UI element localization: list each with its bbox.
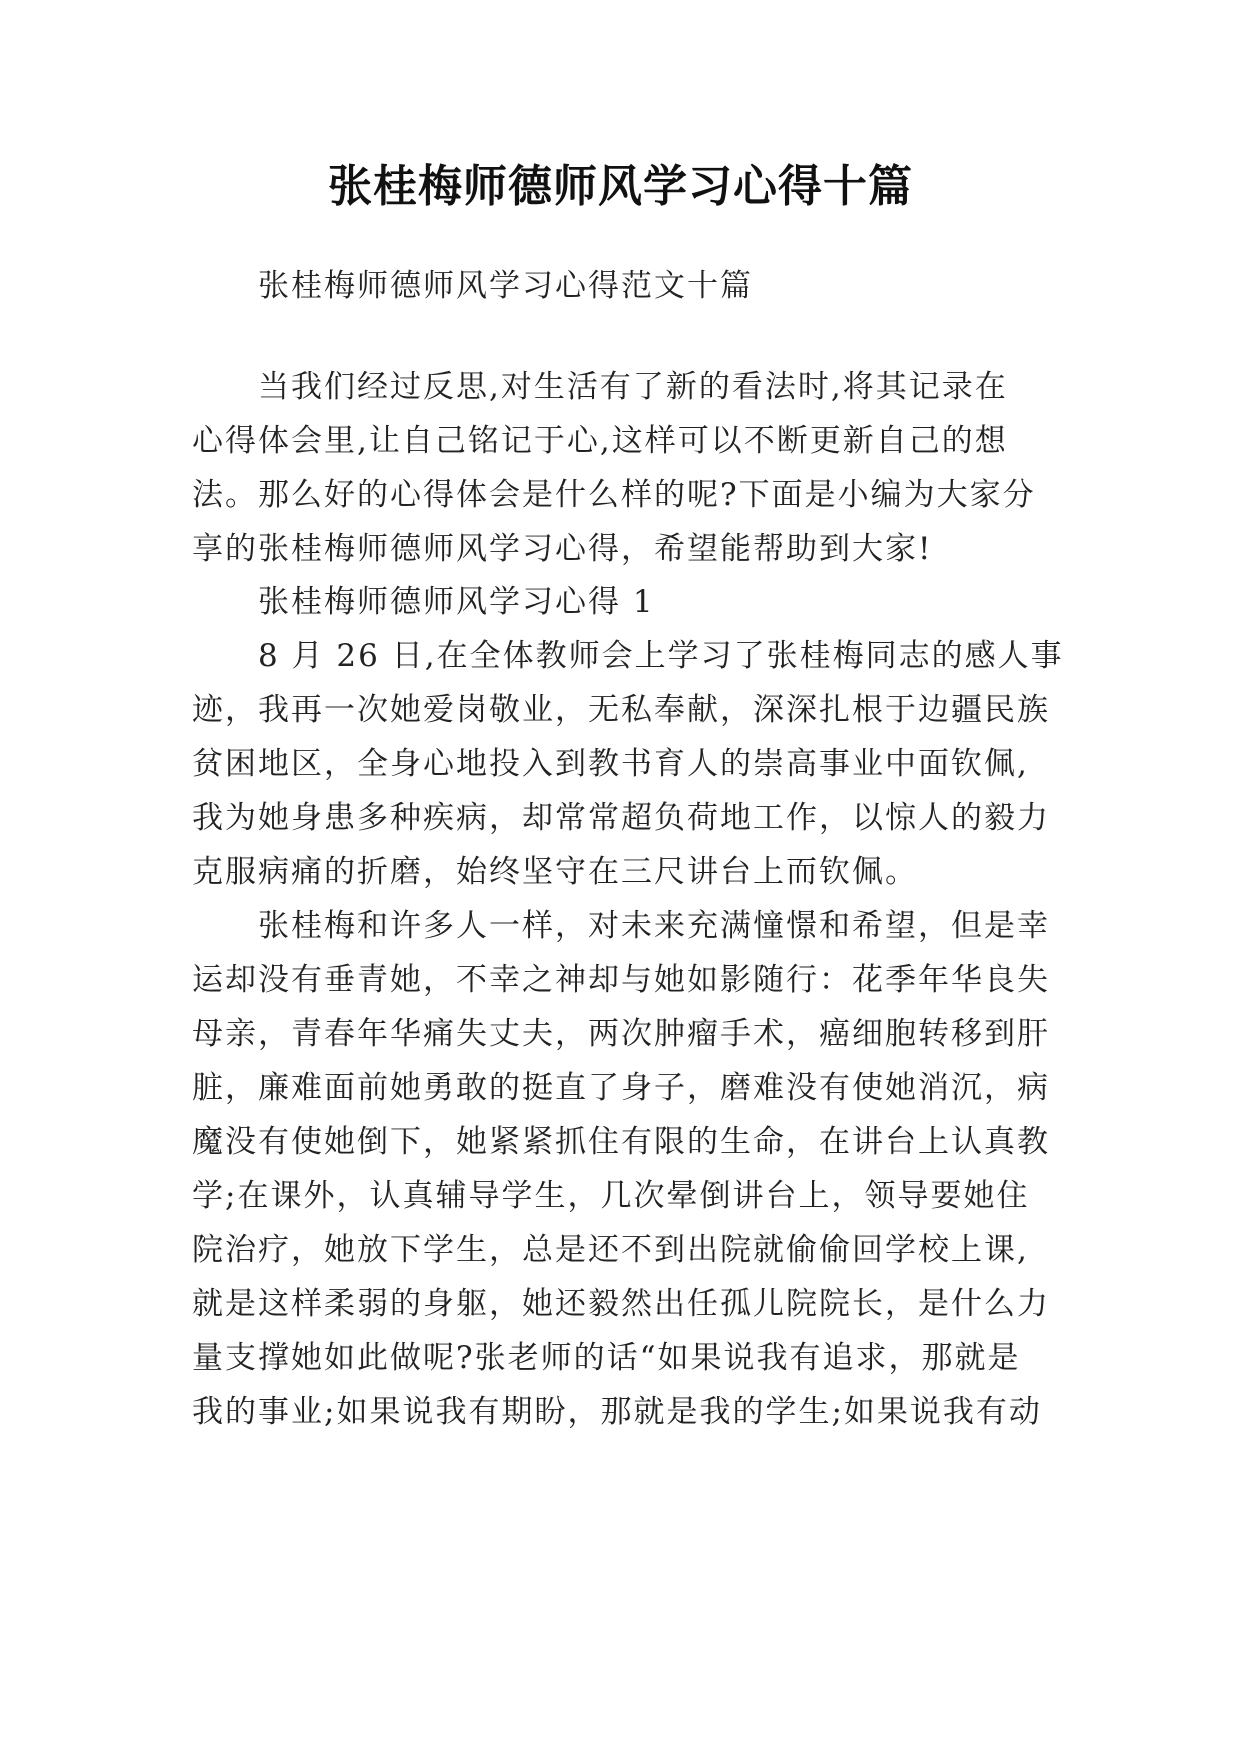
paragraph-line: 学;在课外，认真辅导学生，几次晕倒讲台上，领导要她住 <box>192 1178 1030 1214</box>
paragraph-line: 克服病痛的折磨，始终坚守在三尺讲台上而钦佩。 <box>192 854 918 890</box>
paragraph-line: 院治疗，她放下学生，总是还不到出院就偷偷回学校上课, <box>192 1232 1029 1268</box>
paragraph-line: 迹，我再一次她爱岗敬业，无私奉献，深深扎根于边疆民族 <box>192 692 1050 728</box>
paragraph-line: 贫困地区，全身心地投入到教书育人的崇高事业中面钦佩, <box>192 746 1029 782</box>
paragraph-line: 魔没有使她倒下，她紧紧抓住有限的生命，在讲台上认真教 <box>192 1124 1050 1160</box>
paragraph-line: 脏，廉难面前她勇敢的挺直了身子，磨难没有使她消沉，病 <box>192 1070 1050 1106</box>
paragraph-line: 运却没有垂青她，不幸之神却与她如影随行：花季年华良失 <box>192 962 1050 998</box>
paragraph-line: 母亲，青春年华痛失丈夫，两次肿瘤手术，癌细胞转移到肝 <box>192 1016 1050 1052</box>
paragraph-line: 当我们经过反思,对生活有了新的看法时,将其记录在 <box>258 369 1008 405</box>
paragraph-line: 量支撑她如此做呢?张老师的话“如果说我有追求，那就是 <box>192 1340 1021 1376</box>
paragraph-line: 我为她身患多种疾病，却常常超负荷地工作，以惊人的毅力 <box>192 800 1050 836</box>
paragraph-line: 心得体会里,让自己铭记于心,这样可以不断更新自己的想 <box>192 423 1008 459</box>
document-title: 张桂梅师德师风学习心得十篇 <box>328 161 913 212</box>
paragraph-line: 享的张桂梅师德师风学习心得，希望能帮助到大家! <box>192 531 933 567</box>
paragraph-line: 就是这样柔弱的身躯，她还毅然出任孤儿院院长，是什么力 <box>192 1286 1050 1322</box>
paragraph-line: 8 月 26 日,在全体教师会上学习了张桂梅同志的感人事 <box>258 638 1064 674</box>
document-subtitle: 张桂梅师德师风学习心得范文十篇 <box>258 268 753 304</box>
paragraph-line: 张桂梅和许多人一样，对未来充满憧憬和希望，但是幸 <box>258 908 1050 944</box>
paragraph-line: 法。那么好的心得体会是什么样的呢?下面是小编为大家分 <box>192 477 1036 513</box>
section-heading: 张桂梅师德师风学习心得 1 <box>258 584 655 620</box>
paragraph-line: 我的事业;如果说我有期盼，那就是我的学生;如果说我有动 <box>192 1394 1042 1430</box>
